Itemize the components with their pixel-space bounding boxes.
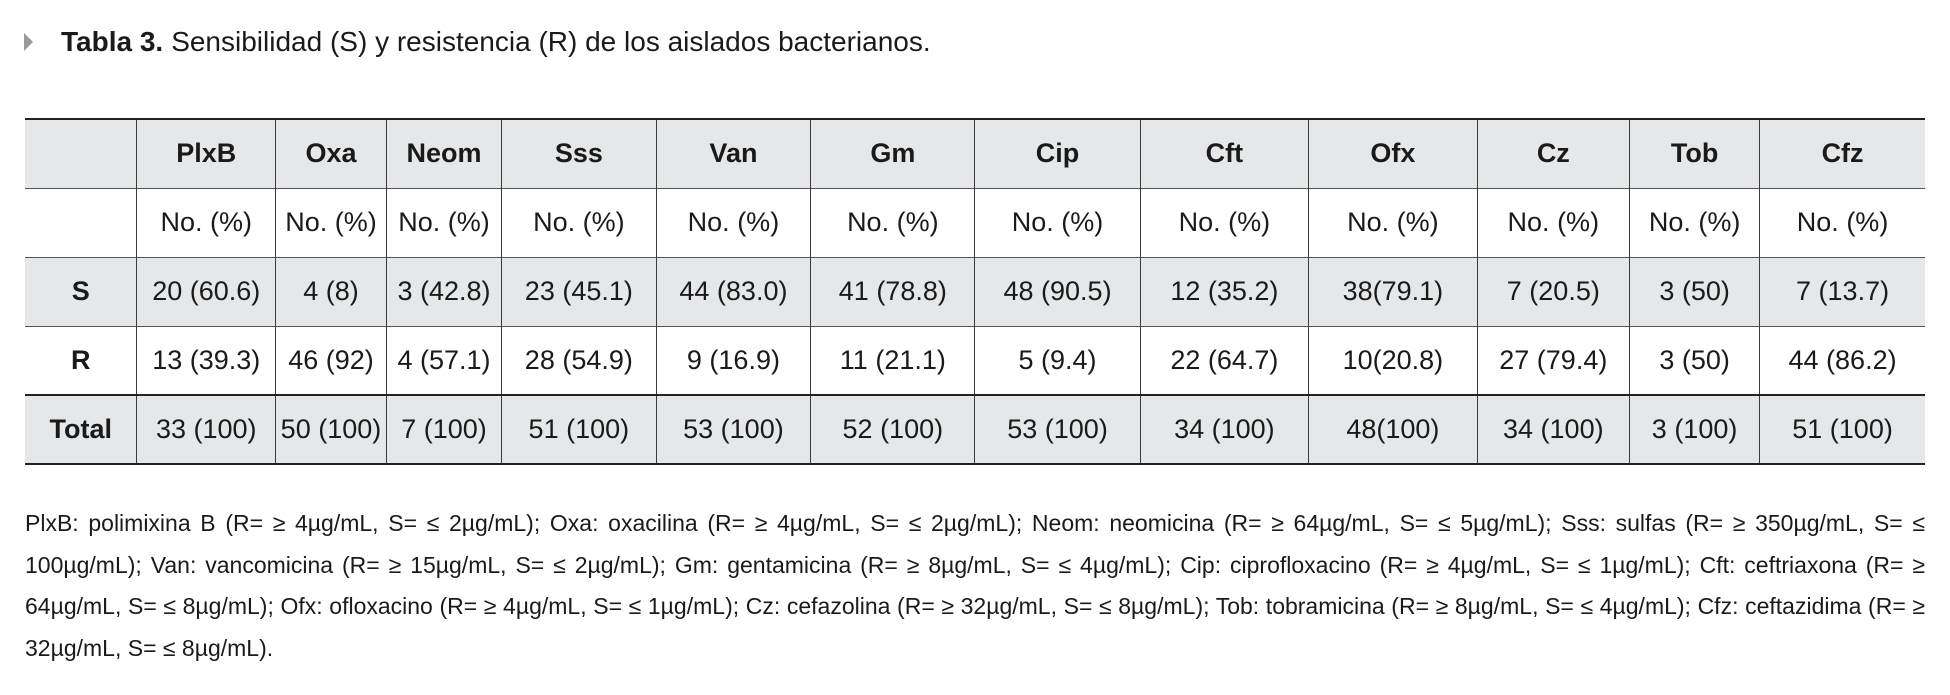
- caption-marker-icon: [24, 33, 33, 51]
- table-cell: 7 (20.5): [1477, 257, 1629, 326]
- table-caption: [24, 22, 931, 62]
- row-label: R: [25, 326, 137, 395]
- column-header: Cip: [975, 119, 1140, 188]
- column-header: Cz: [1477, 119, 1629, 188]
- subheader-cell: No. (%): [1140, 188, 1308, 257]
- table-footnote: PlxB: polimixina B (R= ≥ 4µg/mL, S= ≤ 2µg/mL); Oxa: oxacilina (R= ≥ 4µg/mL, S= ≤ 2µg/mL); Neom: neomicina (R= ≥ 64µg/mL, S= ≤ 5µg/mL); Sss: sulfas (R= ≥ 350µg/mL, S= ≤ 100µg/mL); Van: vancomicina (R= ≥ 15µg/mL, S= ≤ 2µg/mL); Gm: gentamicina (R= ≥ 8µg/mL, S= ≤ 4µg/mL); Cip: ciprofloxacino (R= ≥ 4µg/mL, S= ≤ 1µg/mL); Cft: ceftriaxona (R= ≥ 64µg/mL, S= ≤ 8µg/mL); Ofx: ofloxacino (R= ≥ 4µg/mL, S= ≤ 1µg/mL); Cz: cefazolina (R= ≥ 32µg/mL, S= ≤ 8µg/mL); Tob: tobramicina (R= ≥ 8µg/mL, S= ≤ 4µg/mL); Cfz: ceftazidima (R= ≥ 32µg/mL, S= ≤ 8µg/mL).: [25, 510, 1925, 661]
- table-cell: 41 (78.8): [811, 257, 975, 326]
- row-label: S: [25, 257, 137, 326]
- table-cell: 53 (100): [656, 395, 811, 464]
- subheader-corner: [25, 188, 137, 257]
- table-cell: 48(100): [1309, 395, 1477, 464]
- table-cell: 48 (90.5): [975, 257, 1140, 326]
- subheader-cell: No. (%): [811, 188, 975, 257]
- table-cell: 22 (64.7): [1140, 326, 1308, 395]
- subheader-cell: No. (%): [386, 188, 501, 257]
- subheader-cell: No. (%): [137, 188, 276, 257]
- subheader-cell: No. (%): [975, 188, 1140, 257]
- table-cell: 51 (100): [1760, 395, 1925, 464]
- table-cell: 53 (100): [975, 395, 1140, 464]
- table-cell: 34 (100): [1140, 395, 1308, 464]
- table-cell: 46 (92): [276, 326, 387, 395]
- table-cell: 10(20.8): [1309, 326, 1477, 395]
- subheader-cell: No. (%): [1630, 188, 1760, 257]
- row-label: Total: [25, 395, 137, 464]
- table-cell: 23 (45.1): [502, 257, 657, 326]
- table-cell: 11 (21.1): [811, 326, 975, 395]
- table-row-s: [25, 257, 1925, 326]
- column-header: Sss: [502, 119, 657, 188]
- table-cell: 5 (9.4): [975, 326, 1140, 395]
- table-row-r: [25, 326, 1925, 395]
- table-cell: 51 (100): [502, 395, 657, 464]
- table-cell: 3 (42.8): [386, 257, 501, 326]
- caption-text: Sensibilidad (S) y resistencia (R) de los aislados bacterianos.: [171, 26, 931, 57]
- table-cell: 33 (100): [137, 395, 276, 464]
- column-header: Van: [656, 119, 811, 188]
- subheader-cell: No. (%): [502, 188, 657, 257]
- column-header: Ofx: [1309, 119, 1477, 188]
- column-header: Neom: [386, 119, 501, 188]
- table-cell: 27 (79.4): [1477, 326, 1629, 395]
- table-cell: 20 (60.6): [137, 257, 276, 326]
- table-cell: 13 (39.3): [137, 326, 276, 395]
- subheader-cell: No. (%): [656, 188, 811, 257]
- header-row: [25, 119, 1925, 188]
- column-header: Tob: [1630, 119, 1760, 188]
- table-cell: 3 (50): [1630, 257, 1760, 326]
- column-header: Cfz: [1760, 119, 1925, 188]
- subheader-cell: No. (%): [1309, 188, 1477, 257]
- table-cell: 38(79.1): [1309, 257, 1477, 326]
- column-header: Cft: [1140, 119, 1308, 188]
- column-header: PlxB: [137, 119, 276, 188]
- table-cell: 4 (57.1): [386, 326, 501, 395]
- table-cell: 34 (100): [1477, 395, 1629, 464]
- column-header: Gm: [811, 119, 975, 188]
- table-cell: 44 (83.0): [656, 257, 811, 326]
- table-cell: 7 (13.7): [1760, 257, 1925, 326]
- caption-label: Tabla 3.: [61, 26, 164, 57]
- susceptibility-table: [25, 118, 1925, 465]
- corner-cell: [25, 119, 137, 188]
- subheader-cell: No. (%): [276, 188, 387, 257]
- subheader-cell: No. (%): [1477, 188, 1629, 257]
- table-cell: 52 (100): [811, 395, 975, 464]
- table-cell: 3 (100): [1630, 395, 1760, 464]
- subheader-row: [25, 188, 1925, 257]
- table-cell: 28 (54.9): [502, 326, 657, 395]
- column-header: Oxa: [276, 119, 387, 188]
- table-row-total: [25, 395, 1925, 464]
- table-cell: 50 (100): [276, 395, 387, 464]
- table-cell: 4 (8): [276, 257, 387, 326]
- table-cell: 44 (86.2): [1760, 326, 1925, 395]
- subheader-cell: No. (%): [1760, 188, 1925, 257]
- table-cell: 7 (100): [386, 395, 501, 464]
- table-cell: 9 (16.9): [656, 326, 811, 395]
- table-cell: 12 (35.2): [1140, 257, 1308, 326]
- table-cell: 3 (50): [1630, 326, 1760, 395]
